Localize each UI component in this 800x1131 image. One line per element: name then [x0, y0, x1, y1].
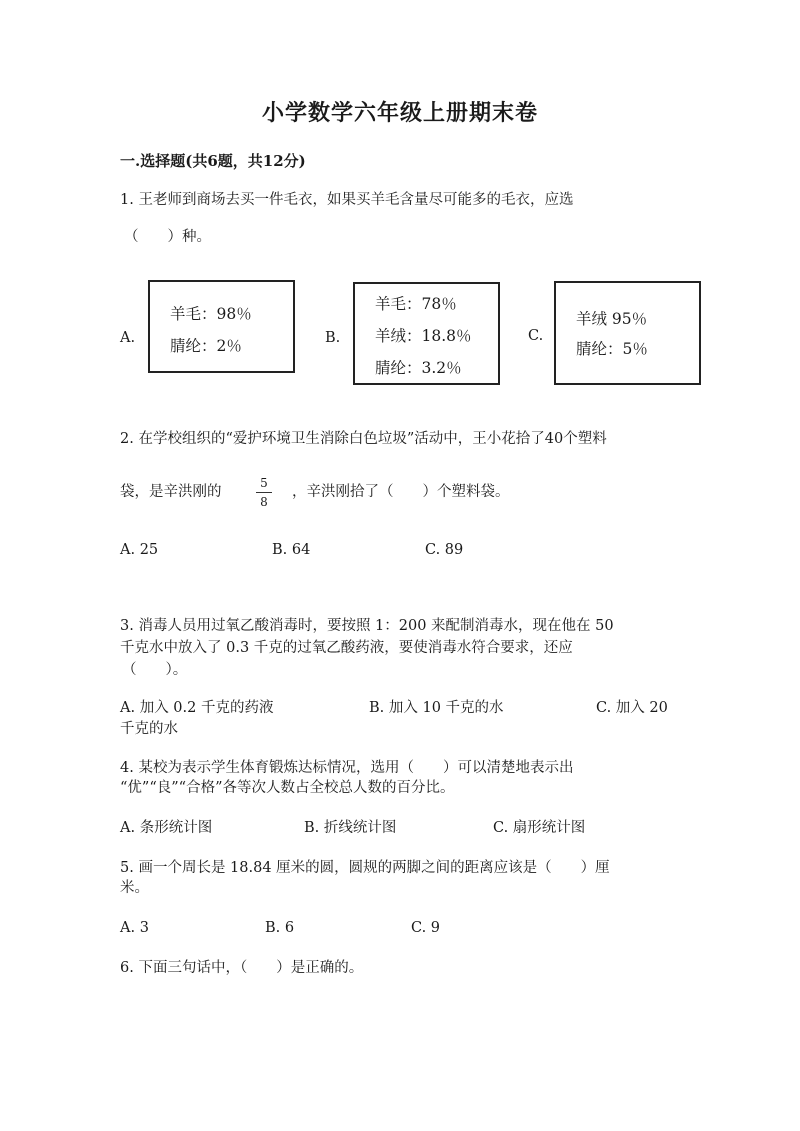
q2-line2-post: ，辛洪刚拾了（ ）个塑料袋。 — [292, 484, 510, 500]
q3-option-c: C. 加入 20 — [596, 700, 668, 716]
q5-option-c: C. 9 — [411, 920, 441, 936]
q6-line1: 6. 下面三句话中，（ ）是正确的。 — [120, 960, 364, 976]
q2-option-a: A. 25 — [120, 542, 159, 558]
q1-box-b-line: 腈纶：3.2％ — [375, 359, 462, 377]
q1-line1: 1. 王老师到商场去买一件毛衣，如果买羊毛含量尽可能多的毛衣，应选 — [120, 192, 574, 208]
q2-line1: 2. 在学校组织的“爱护环境卫生消除白色垃圾”活动中，王小花拾了40个塑料 — [120, 431, 607, 447]
q1-option-a-label: A. — [120, 330, 136, 346]
q1-box-a — [148, 280, 295, 373]
q1-box-c-line: 腈纶：5％ — [576, 340, 648, 358]
q2-option-b: B. 64 — [272, 542, 311, 558]
q1-box-b-line: 羊毛：78％ — [375, 295, 457, 313]
q1-box-a-line: 腈纶：2％ — [170, 337, 242, 355]
q3-option-a: A. 加入 0.2 千克的药液 — [120, 700, 274, 716]
fraction-bar — [256, 492, 272, 493]
q1-option-b-label: B. — [325, 330, 341, 346]
section-heading: 一.选择题(共6题，共12分) — [120, 152, 306, 170]
q1-box-b — [353, 282, 500, 385]
q1-box-c-line: 羊绒 95％ — [576, 310, 648, 328]
q4-line2: “优”“良”“合格”各等次人数占全校总人数的百分比。 — [120, 780, 455, 796]
q3-option-c-cont: 千克的水 — [120, 721, 178, 737]
q1-box-c — [554, 281, 701, 385]
page-title: 小学数学六年级上册期末卷 — [261, 100, 538, 126]
q1-line2: （ ）种。 — [124, 229, 211, 245]
q1-box-a-line: 羊毛：98％ — [170, 305, 252, 323]
q4-option-b: B. 折线统计图 — [304, 820, 397, 836]
q1-box-b-line: 羊绒：18.8％ — [375, 327, 472, 345]
q3-option-b: B. 加入 10 千克的水 — [369, 700, 504, 716]
q1-option-c-label: C. — [528, 328, 544, 344]
q3-line3: （ ）。 — [122, 662, 188, 678]
q3-line2: 千克水中放入了 0.3 千克的过氧乙酸药液，要使消毒水符合要求，还应 — [120, 640, 573, 656]
q4-option-a: A. 条形统计图 — [120, 820, 213, 836]
q4-option-c: C. 扇形统计图 — [493, 820, 586, 836]
fraction-denominator: 8 — [260, 495, 268, 509]
q5-line1: 5. 画一个周长是 18.84 厘米的圆，圆规的两脚之间的距离应该是（ ）厘 — [120, 860, 610, 876]
q3-line1: 3. 消毒人员用过氧乙酸消毒时，要按照 1：200 来配制消毒水，现在他在 50 — [120, 618, 614, 634]
q2-option-c: C. 89 — [425, 542, 464, 558]
fraction — [256, 476, 272, 509]
fraction-numerator: 5 — [260, 476, 268, 490]
q2-line2-pre: 袋，是辛洪刚的 — [120, 484, 222, 500]
q5-line2: 米。 — [120, 880, 149, 896]
q5-option-b: B. 6 — [265, 920, 295, 936]
q5-option-a: A. 3 — [120, 920, 149, 936]
q4-line1: 4. 某校为表示学生体育锻炼达标情况，选用（ ）可以清楚地表示出 — [120, 760, 574, 776]
